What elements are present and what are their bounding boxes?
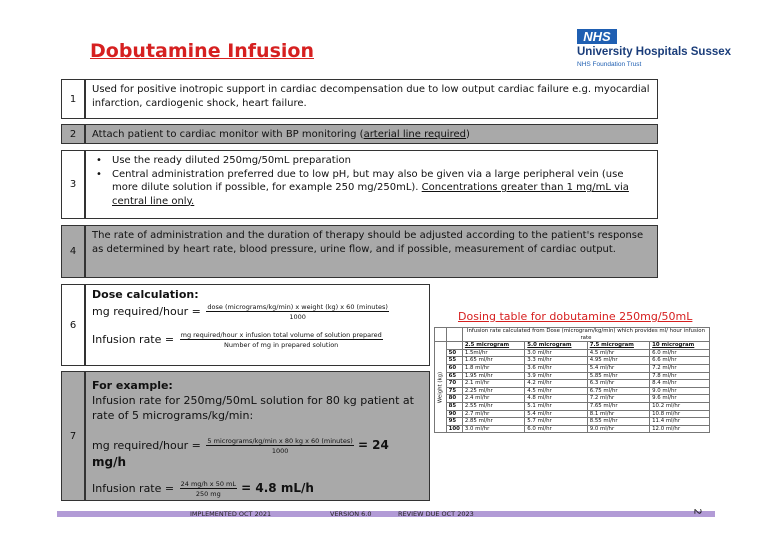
example-heading: For example: [92,379,173,392]
rate-cell: 3.0 ml/hr [462,425,524,433]
weight-cell: 50 [446,349,462,357]
table-row [435,349,710,357]
rate-cell: 5.7 ml/hr [525,418,587,426]
footer-bar [57,511,715,517]
organisation-name: University Hospitals Sussex [577,46,732,58]
weight-cell: 95 [446,418,462,426]
weight-cell: 85 [446,402,462,410]
rate-cell: 2.4 ml/hr [462,395,524,403]
step-7-box [85,371,430,501]
rate-cell: 9.0 ml/hr [587,425,649,433]
table-row [435,372,710,380]
step-4-number: 4 [61,225,85,278]
rate-cell: 10.2 ml/hr [650,402,710,410]
step-3-bullet-2: • Central administration preferred due to low pH, but may also be given via a large peripheral vein (use more dilute solution if possible, for example 250 mg/250mL). Concentrations greater than 1 mg/mL via central line only. [92,168,651,209]
table-row [435,402,710,410]
dosing-table-caption: Infusion rate calculated from Dose (microgram/kg/min) which provides ml/ hour infusion rate [462,328,709,342]
rate-cell: 11.4 ml/hr [650,418,710,426]
rate-cell: 9.0 ml/hr [650,387,710,395]
rate-cell: 5.4 ml/hr [525,410,587,418]
rate-cell: 3.9 ml/hr [525,372,587,380]
weight-cell: 70 [446,380,462,388]
step-3-bullet-1: • Use the ready diluted 250mg/50mL preparation [92,154,651,168]
weight-axis-label: Weight (kg) [435,342,447,433]
rate-cell: 7.2 ml/hr [587,395,649,403]
dosing-table-title: Dosing table for dobutamine 250mg/50mL [458,310,693,323]
weight-cell: 80 [446,395,462,403]
rate-cell: 6.0 ml/hr [650,349,710,357]
rate-cell: 5.85 ml/hr [587,372,649,380]
organisation-subtitle: NHS Foundation Trust [577,61,642,68]
infusion-rate-formula: Infusion rate = mg required/hour x infusion total volume of solution prepared Number of mg in prepared solution [92,331,382,349]
rate-cell: 4.95 ml/hr [587,357,649,365]
mg-result: = 24 mg/h [92,438,389,469]
rate-cell: 4.8 ml/hr [525,395,587,403]
step-1-box [85,79,658,119]
dose-column-header: 2.5 microgram [462,342,524,350]
dose-calculation-heading: Dose calculation: [92,288,199,301]
weight-cell: 55 [446,357,462,365]
rate-cell: 4.2 ml/hr [525,380,587,388]
step-2-box [85,124,658,144]
table-row [435,357,710,365]
dose-column-header: 7.5 microgram [587,342,649,350]
rate-cell: 3.3 ml/hr [525,357,587,365]
nhs-logo-badge: NHS [577,29,617,44]
rate-cell: 8.55 ml/hr [587,418,649,426]
rate-result: = 4.8 mL/h [236,481,314,495]
page-number: 2 [691,508,703,515]
table-row [435,364,710,372]
rate-cell: 1.8 ml/hr [462,364,524,372]
rate-cell: 2.25 ml/hr [462,387,524,395]
rate-cell: 6.0 ml/hr [525,425,587,433]
rate-cell: 8.4 ml/hr [650,380,710,388]
step-3-number: 3 [61,150,85,219]
footer-review: REVIEW DUE OCT 2023 [398,510,474,518]
rate-cell: 2.55 ml/hr [462,402,524,410]
table-row [435,387,710,395]
rate-cell: 6.75 ml/hr [587,387,649,395]
rate-cell: 10.8 ml/hr [650,410,710,418]
dose-column-header: 10 microgram [650,342,710,350]
rate-cell: 7.65 ml/hr [587,402,649,410]
table-row [435,410,710,418]
step-4-text: The rate of administration and the duration of therapy should be adjusted according to the patient's response as determined by heart rate, blood pressure, urine flow, and if possible, measurement of cardiac output. [92,230,644,255]
step-7-number: 7 [61,371,85,501]
table-row [435,425,710,433]
footer-version: VERSION 6.0 [330,510,372,518]
rate-cell: 8.1 ml/hr [587,410,649,418]
weight-cell: 90 [446,410,462,418]
weight-cell: 60 [446,364,462,372]
rate-cell: 6.6 ml/hr [650,357,710,365]
rate-cell: 1.65 ml/hr [462,357,524,365]
rate-cell: 5.4 ml/hr [587,364,649,372]
dose-column-header: 5.0 microgram [525,342,587,350]
step-2-text-end: ) [465,129,470,140]
weight-cell: 100 [446,425,462,433]
rate-cell: 3.0 ml/hr [525,349,587,357]
rate-cell: 12.0 ml/hr [650,425,710,433]
step-1-number: 1 [61,79,85,119]
step-1-text: Used for positive inotropic support in cardiac decompensation due to low output cardiac failure e.g. myocardial infarction, cardiogenic shock, heart failure. [92,84,650,109]
concentration-warning: Concentrations greater than 1 mg/mL via central line only. [112,182,629,207]
rate-cell: 2.85 ml/hr [462,418,524,426]
example-rate-formula: Infusion rate = $\frac{\text{24 mg/h x 50 mL}}{250 mg}$ = 4.8 mL/h [92,480,314,498]
rate-cell: 3.6 ml/hr [525,364,587,372]
step-3-box [85,150,658,219]
table-row [435,380,710,388]
footer-implemented: IMPLEMENTED OCT 2021 [190,510,272,518]
step-6-number: 6 [61,284,85,366]
step-2-number: 2 [61,124,85,144]
rate-cell: 9.6 ml/hr [650,395,710,403]
rate-cell: 1.95 ml/hr [462,372,524,380]
weight-cell: 75 [446,387,462,395]
mg-required-formula: mg required/hour = $\frac{\text{dose (micrograms/kg/min) x weight (kg) x 60 (minutes)}}{1000}$ [92,303,388,321]
example-mg-formula: mg required/hour = $\frac{\text{5 micrograms/kg/min x 80 kg x 60 (minutes)}}{1000}$ = 24 mg/h [92,437,389,469]
rate-cell: 1.5ml/hr [462,349,524,357]
weight-cell: 65 [446,372,462,380]
table-row [435,418,710,426]
example-text: Infusion rate for 250mg/50mL solution for 80 kg patient at rate of 5 micrograms/kg/min: [92,394,414,422]
rate-cell: 2.7 ml/hr [462,410,524,418]
rate-cell: 4.5 ml/hr [587,349,649,357]
rate-cell: 5.1 ml/hr [525,402,587,410]
step-6-box [85,284,430,366]
rate-cell: 7.2 ml/hr [650,364,710,372]
step-4-box [85,225,658,278]
rate-cell: 7.8 ml/hr [650,372,710,380]
rate-cell: 2.1 ml/hr [462,380,524,388]
arterial-line-required: arterial line required [363,129,466,140]
table-row [435,395,710,403]
page-title: Dobutamine Infusion [90,40,314,62]
rate-cell: 6.3 ml/hr [587,380,649,388]
rate-cell: 4.5 ml/hr [525,387,587,395]
dosing-table [434,327,710,433]
step-2-text: Attach patient to cardiac monitor with BP monitoring ( [92,129,364,140]
